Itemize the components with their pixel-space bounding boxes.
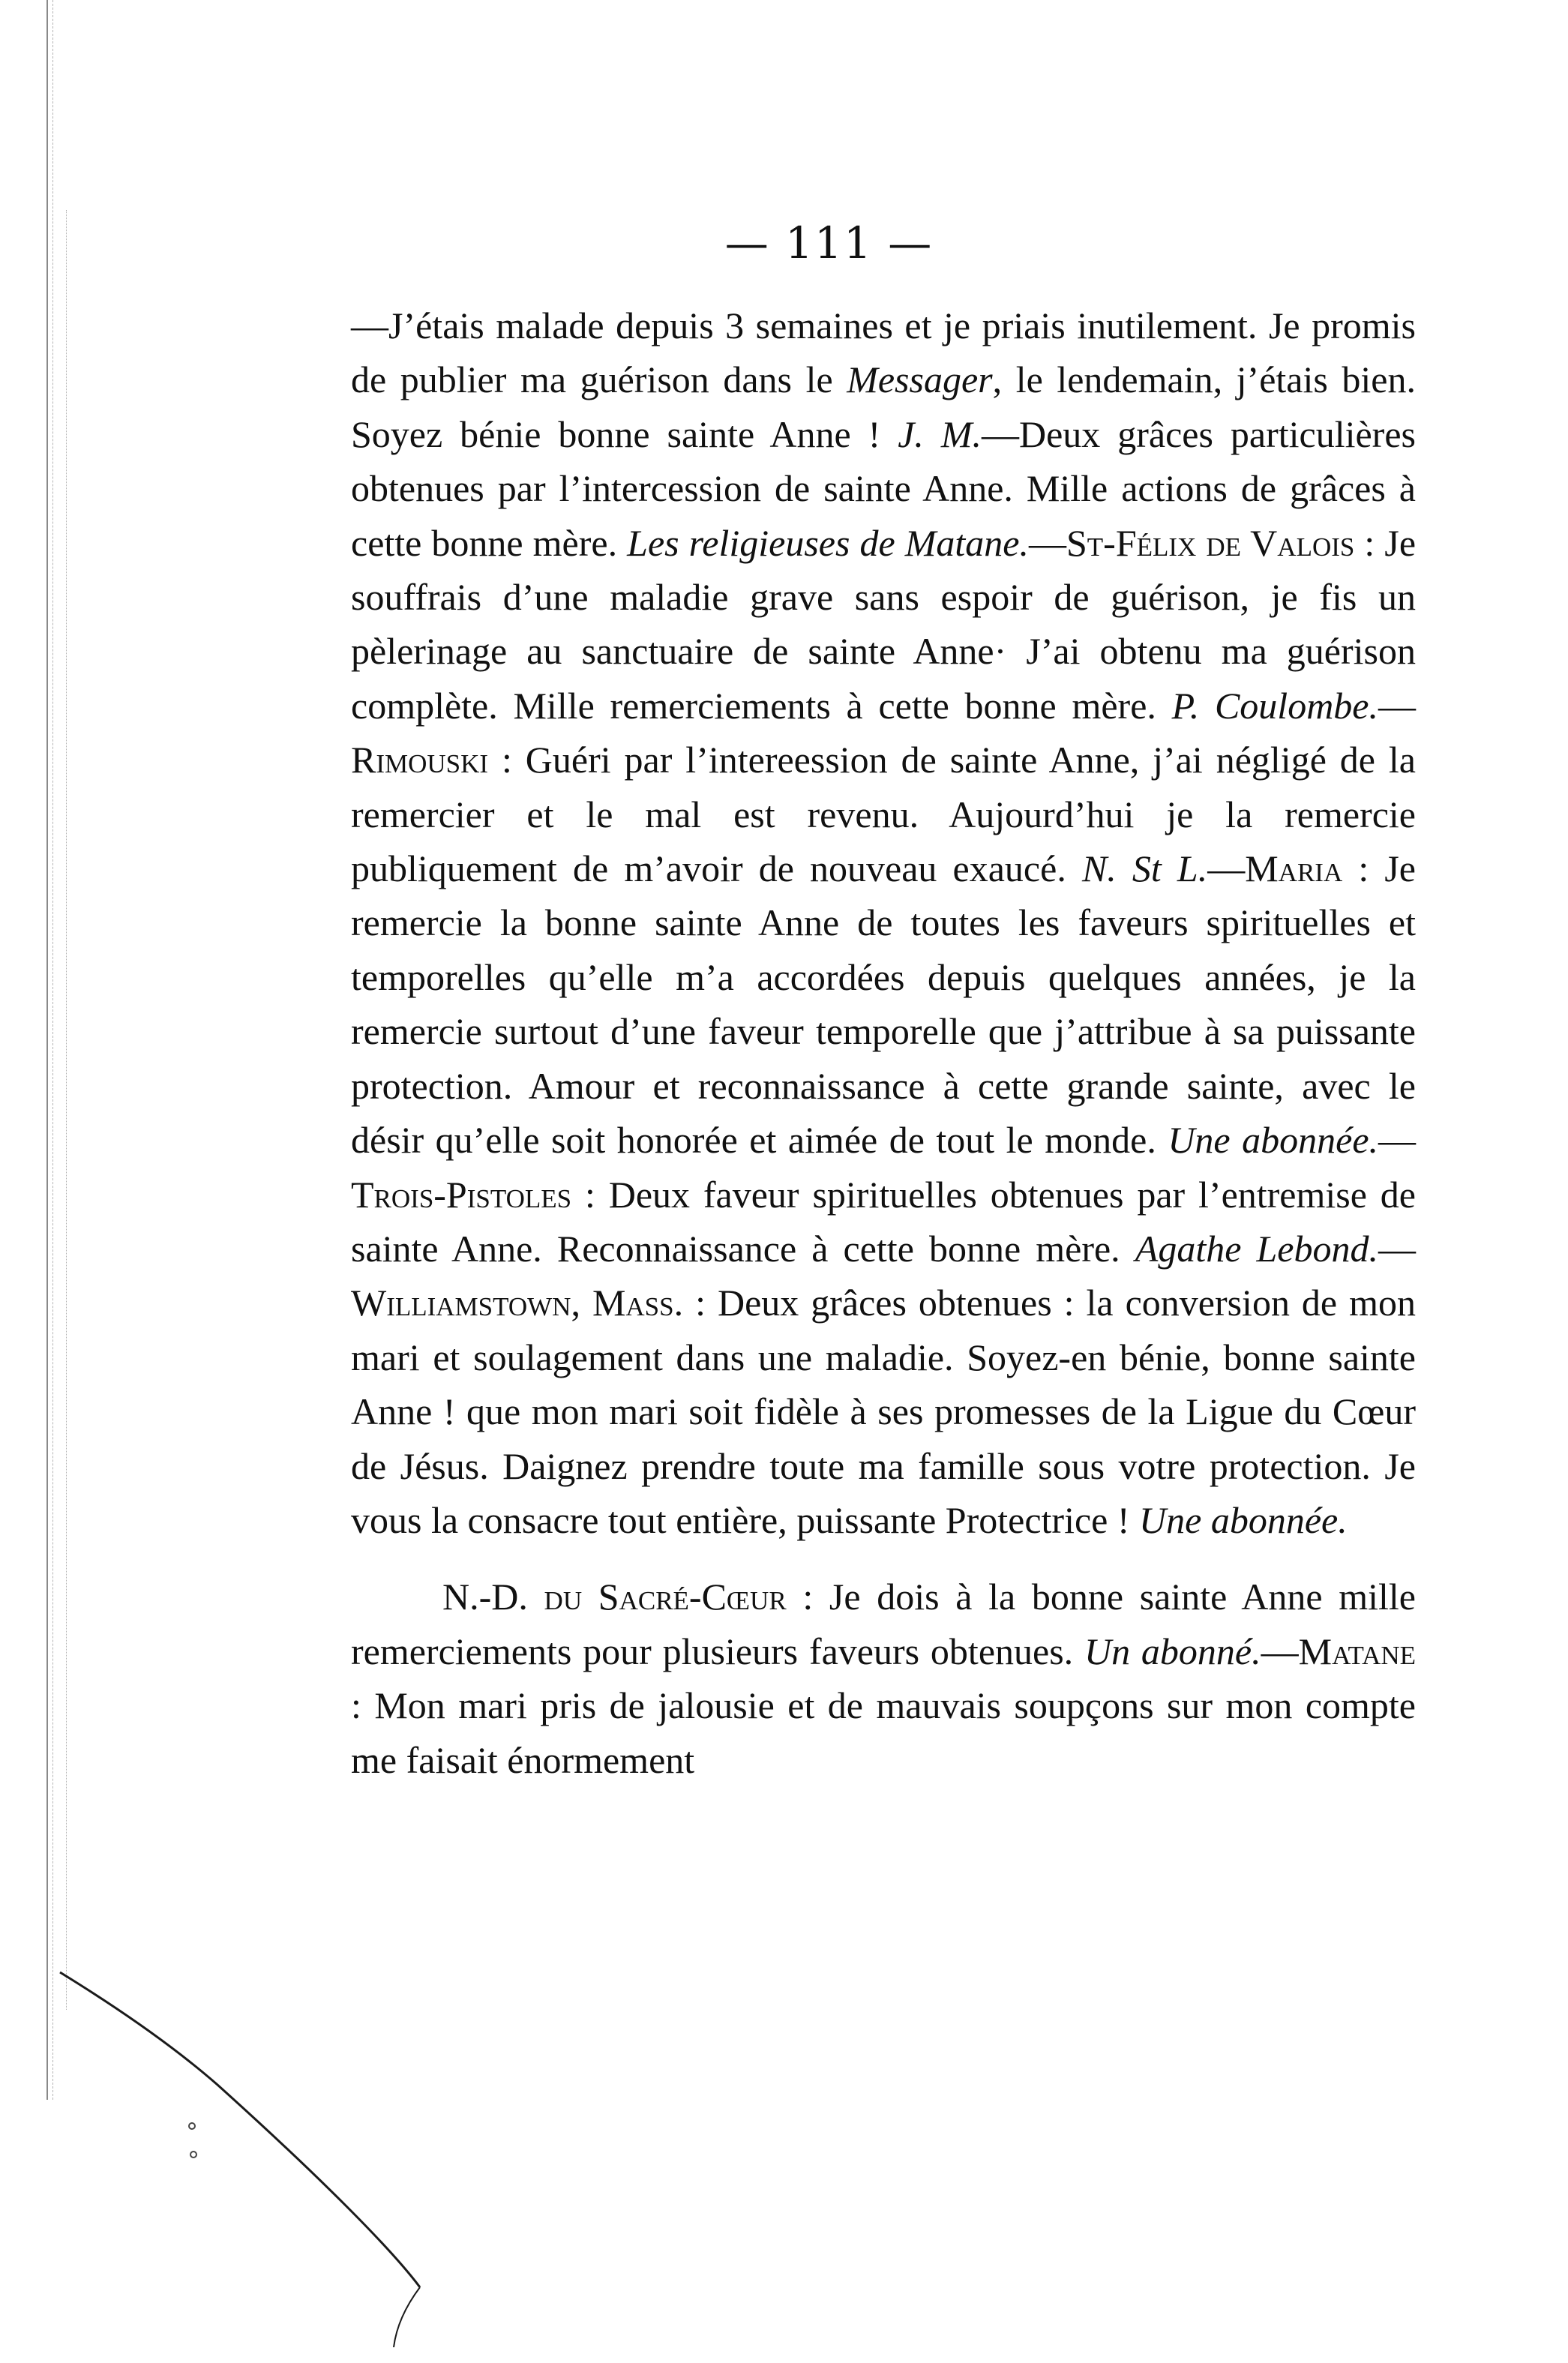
- text-run: —Deux grâces particulières obtenues par l’intercession de sainte Anne. Mille actions de grâces à cette bonne mère.: [351, 412, 1416, 564]
- text-run: : Guéri par l’intereession de sainte Anne, j’ai négligé de la remercier et le mal est revenu. Aujourd’hui je la remercie publiquement de m’avoir de nouveau exaucé.: [351, 739, 1416, 890]
- text-run: Williamstown, Mass.: [351, 1282, 684, 1324]
- text-run: N.-D.: [442, 1576, 544, 1618]
- text-run: —: [1378, 1227, 1416, 1270]
- text-run: —: [1378, 1119, 1417, 1162]
- text-run: : Je remercie la bonne sainte Anne de toutes les faveurs spirituelles et temporelles qu’elle m’a accordées depuis quelques années, je la remercie surtout d’une faveur temporelle que j’attribue à sa puissante protection. Amour et reconnaissance à cette grande sainte, avec le désir qu’elle soit honorée et aimée de tout le monde.: [351, 847, 1416, 1162]
- text-run: Agathe Lebond.: [1135, 1227, 1378, 1270]
- paragraph-1: [351, 298, 1416, 1547]
- text-run: Une abonnée.: [1168, 1119, 1379, 1162]
- text-run: Un abonné.: [1084, 1630, 1261, 1672]
- paragraph-2: [351, 1570, 1416, 1787]
- text-run: J. M.: [898, 412, 982, 455]
- text-run: N. St L.: [1081, 847, 1208, 890]
- text-run: Trois-Pistoles: [351, 1173, 572, 1216]
- text-run: —: [1028, 521, 1066, 564]
- text-run: —: [1378, 684, 1416, 727]
- text-run: —: [1207, 847, 1246, 890]
- text-run: Une abonnée.: [1139, 1498, 1348, 1541]
- text-run: : Je souffrais d’une maladie grave sans espoir de guérison, je fis un pèlerinage au sanctuaire de sainte Anne· J’ai obtenu ma guérison complète. Mille remerciements à cette bonne mère.: [351, 521, 1417, 727]
- page-number: — 111 —: [724, 217, 934, 268]
- text-run: Rimouski: [351, 739, 489, 781]
- text-run: du Sacré-Cœur: [544, 1576, 787, 1618]
- text-run: : Deux faveur spirituelles obtenues par l’entremise de sainte Anne. Reconnaissance à cette bonne mère.: [351, 1173, 1416, 1270]
- text-run: Les religieuses de Matane.: [627, 521, 1029, 564]
- scan-left-edge: [46, 0, 53, 2100]
- text-run: Maria: [1245, 847, 1343, 890]
- text-run: : Mon mari pris de jalousie et de mauvais soupçons sur mon compte me faisait énormement: [351, 1684, 1416, 1781]
- text-run: , le lendemain, j’étais bien. Soyez bénie bonne sainte Anne !: [351, 358, 1416, 455]
- text-run: P. Coulombe.: [1171, 684, 1378, 727]
- scan-gutter-marks: [66, 210, 68, 2010]
- text-run: —: [1261, 1630, 1299, 1672]
- text-run: —J’étais malade depuis 3 semaines et je priais inutilement. Je promis de publier ma guérison dans le: [351, 304, 1416, 401]
- body-text: [351, 298, 1416, 1787]
- text-run: Matane: [1298, 1630, 1417, 1672]
- corner-fold-mark: [45, 1942, 435, 2347]
- text-run: St-Félix de Valois: [1066, 521, 1355, 564]
- text-run: : Deux grâces obtenues : la conversion de mon mari et soulagement dans une maladie. Soyez-en bénie, bonne sainte Anne ! que mon mari soit fidèle à ses promesses de la Ligue du Cœur de Jésus. Daignez prendre toute ma famille sous votre protection. Je vous la consacre tout entière, puissante Protectrice !: [351, 1282, 1416, 1541]
- text-run: Messager: [847, 358, 993, 401]
- text-run: : Je dois à la bonne sainte Anne mille remerciements pour plusieurs faveurs obtenues.: [351, 1576, 1416, 1672]
